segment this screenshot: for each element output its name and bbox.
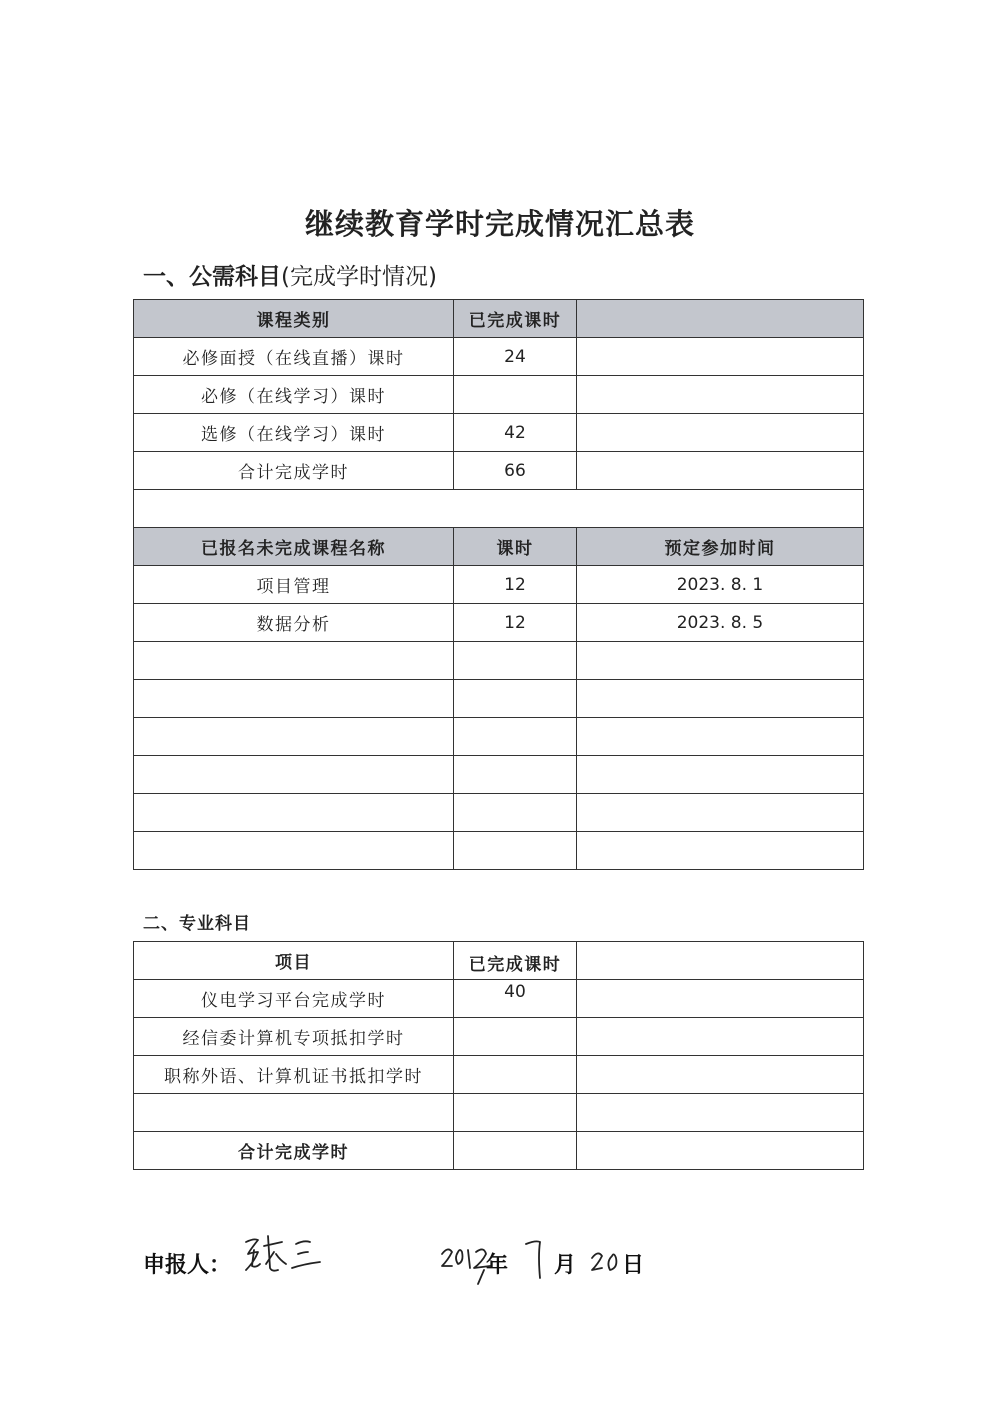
pending-row [134,756,864,794]
section1-paren: (完成学时情况) [281,264,437,290]
course-category-cell: 必修面授（在线直播）课时 [134,338,454,376]
pending-row [134,680,864,718]
notes-cell [577,414,864,452]
item-cell: 仪电学习平台完成学时 [134,980,454,1018]
pending-row [134,832,864,870]
notes-cell [577,452,864,490]
pending-hours-cell [454,832,577,870]
notes-cell [577,1056,864,1094]
completed-hours-header-label: 已完成课时 [468,955,562,975]
pending-hours-cell [454,794,577,832]
planned-time-cell: 2023. 8. 5 [577,604,864,642]
day-label: 日 [622,1253,645,1278]
pending-course-name-cell: 数据分析 [134,604,454,642]
pending-course-name-cell: 项目管理 [134,566,454,604]
table-row [134,414,864,452]
spacer-row [134,490,864,528]
pending-hours-cell [454,756,577,794]
pending-header-row [134,528,864,566]
pending-row [134,604,864,642]
pending-course-name-cell [134,832,454,870]
pending-course-name-cell [134,794,454,832]
completed-hours-cell [454,1094,577,1132]
notes-cell [577,980,864,1018]
pending-course-name-cell [134,756,454,794]
notes-cell [577,376,864,414]
pending-hours-cell [454,642,577,680]
course-category-cell: 必修（在线学习）课时 [134,376,454,414]
pending-course-name-cell [134,642,454,680]
completed-hours-cell [454,1132,577,1170]
pending-course-name-header: 已报名未完成课程名称 [134,528,454,566]
table-header-row [134,942,864,980]
notes-cell [577,1132,864,1170]
item-cell: 职称外语、计算机证书抵扣学时 [134,1056,454,1094]
spacer-cell [134,490,864,528]
completed-hours-cell: 42 [454,414,577,452]
completed-hours-cell [454,1056,577,1094]
table-row [134,1132,864,1170]
pending-course-name-cell [134,718,454,756]
planned-time-cell [577,642,864,680]
applicant-label: 申报人： [143,1253,232,1278]
table-row [134,1018,864,1056]
planned-time-cell [577,832,864,870]
item-cell: 合计完成学时 [134,1132,454,1170]
completed-hours-cell [454,376,577,414]
table-row [134,1094,864,1132]
planned-time-cell [577,756,864,794]
planned-time-header: 预定参加时间 [577,528,864,566]
completed-hours-header: 已完成课时 [454,300,577,338]
item-cell [134,1094,454,1132]
course-category-cell: 选修（在线学习）课时 [134,414,454,452]
notes-cell [577,1018,864,1056]
planned-time-cell: 2023. 8. 1 [577,566,864,604]
pending-hours-cell [454,718,577,756]
pending-course-name-cell [134,680,454,718]
course-category-cell: 合计完成学时 [134,452,454,490]
completed-hours-value: 40 [504,982,526,1002]
pending-hours-cell: 12 [454,566,577,604]
form-title: 继续教育学时完成情况汇总表 [304,207,695,241]
table-row [134,338,864,376]
planned-time-cell [577,680,864,718]
planned-time-cell [577,794,864,832]
public-subjects-table [133,299,864,870]
notes-cell [577,1094,864,1132]
year-label: 年 [486,1253,509,1278]
blank-header [577,942,864,980]
declaration-date [440,1228,670,1308]
completed-hours-cell [454,1018,577,1056]
notes-cell [577,338,864,376]
applicant-signature [240,1228,330,1288]
pending-hours-header: 课时 [454,528,577,566]
pending-row [134,642,864,680]
pending-hours-cell: 12 [454,604,577,642]
completed-hours-header [454,942,577,1002]
blank-header [577,300,864,338]
section2-heading: 二、专业科目 [143,914,251,934]
table-row [134,376,864,414]
pending-hours-cell [454,680,577,718]
pending-row [134,718,864,756]
course-category-header: 课程类别 [134,300,454,338]
completed-hours-cell: 66 [454,452,577,490]
item-header: 项目 [134,942,454,980]
section1-heading [143,258,437,291]
item-cell: 经信委计算机专项抵扣学时 [134,1018,454,1056]
table-header-row [134,300,864,338]
table-row [134,452,864,490]
pending-row [134,566,864,604]
month-handwritten [522,1230,552,1290]
table-row [134,1056,864,1094]
month-label: 月 [554,1253,577,1278]
completed-hours-cell: 24 [454,338,577,376]
pending-row [134,794,864,832]
planned-time-cell [577,718,864,756]
professional-subjects-table [133,941,864,1170]
section1-label: 一、公需科目 [143,264,281,290]
